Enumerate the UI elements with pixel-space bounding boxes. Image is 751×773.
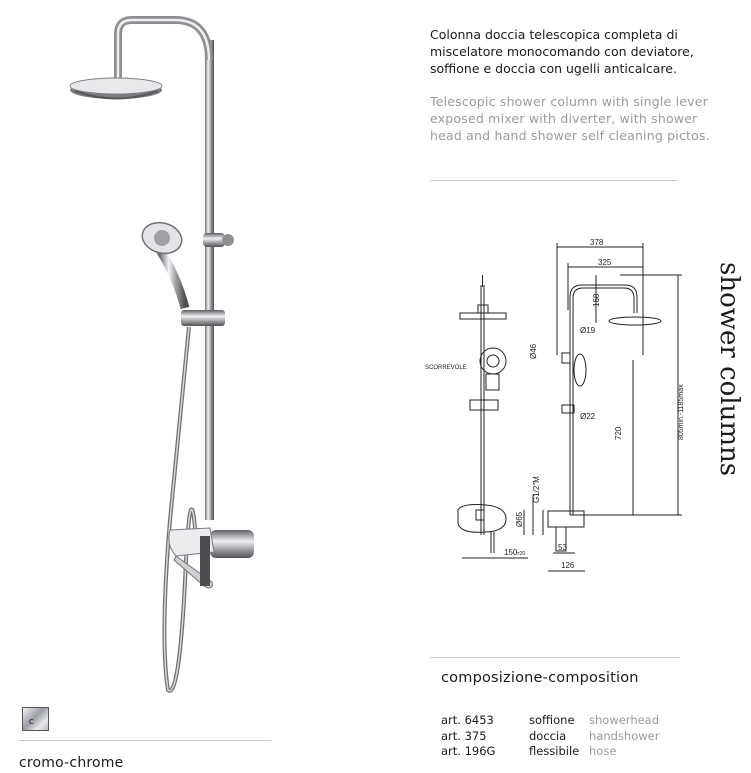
list-item — [441, 744, 659, 760]
dim-150-tolerance: ±20 — [517, 551, 526, 557]
description-italian: Colonna doccia telescopica completa di miscelatore monocomando con deviatore, soffione e doccia con ugelli anticalcare. — [430, 27, 694, 76]
dim-325: 325 — [598, 258, 612, 267]
dim-d19: Ø19 — [580, 326, 596, 335]
dim-720: 720 — [614, 426, 623, 440]
composition-title: composizione-composition — [441, 670, 639, 686]
part-name-italian: flessibile — [529, 744, 580, 758]
list-item — [441, 713, 659, 729]
dim-805: 805min.-1185max — [678, 384, 685, 440]
part-name-english: hose — [589, 744, 617, 758]
dim-126: 126 — [561, 561, 575, 570]
product-photo — [0, 0, 400, 720]
chrome-finish-swatch — [22, 707, 49, 731]
dim-53: 53 — [558, 543, 567, 552]
finish-label: cromo-chrome — [19, 755, 124, 771]
part-name-italian: doccia — [529, 728, 567, 743]
finish-code: C — [29, 718, 34, 726]
dim-d22: Ø22 — [580, 412, 596, 421]
dim-d46: Ø46 — [529, 343, 538, 359]
article-code: art. 6453 — [441, 713, 494, 727]
dim-d65: Ø65 — [515, 511, 524, 527]
dim-168: 168 — [592, 293, 601, 307]
composition-list — [441, 713, 659, 760]
part-name-italian: soffione — [529, 713, 575, 727]
description-english: Telescopic shower column with single lever exposed mixer with diverter, with shower head and hand shower self cleaning pictos. — [430, 94, 710, 143]
article-code: art. 375 — [441, 728, 487, 743]
part-name-english: showerhead — [589, 713, 660, 727]
dim-g12: G1/2"M — [532, 476, 541, 503]
top-divider — [430, 180, 678, 181]
list-item — [441, 729, 659, 745]
article-code: art. 196G — [441, 744, 496, 758]
scorrevole-label: SCORREVOLE — [425, 365, 467, 371]
dim-150: 150 — [504, 548, 518, 557]
dim-378: 378 — [590, 238, 604, 247]
technical-drawing — [420, 235, 700, 580]
composition-divider — [430, 657, 680, 658]
part-name-english: handshower — [589, 728, 660, 743]
category-title-text: shower columns — [714, 262, 744, 477]
finish-divider — [18, 740, 271, 741]
category-title — [700, 262, 751, 477]
